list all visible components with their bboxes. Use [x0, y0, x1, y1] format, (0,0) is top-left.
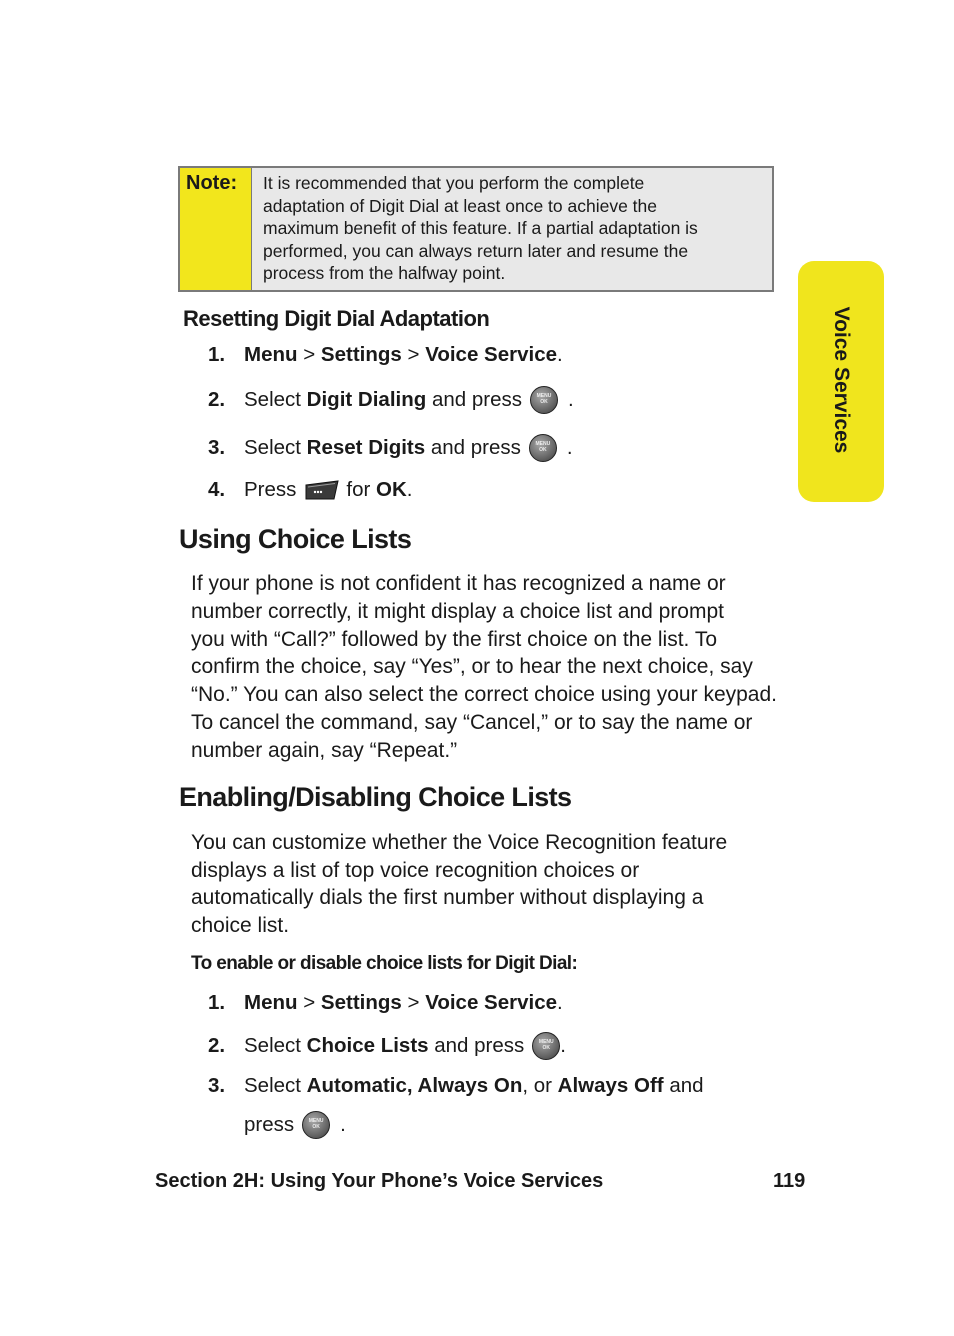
paragraph-line: confirm the choice, say “Yes”, or to hear the next choice, say — [191, 655, 753, 679]
separator: > — [303, 991, 316, 1014]
menu-ok-key-icon — [532, 1032, 560, 1060]
note-label: Note: — [186, 172, 238, 194]
key-text: OK — [539, 447, 547, 453]
step-text: and press — [425, 436, 521, 459]
key-text: MENU — [308, 1118, 324, 1124]
menu-ok-key-icon — [530, 386, 558, 414]
step-number: 2. — [208, 1034, 226, 1057]
note-line: adaptation of Digit Dial at least once to achieve the — [263, 195, 657, 216]
step-text: press — [244, 1113, 295, 1136]
always-off-label: Always Off — [557, 1074, 664, 1097]
paragraph-line: You can customize whether the Voice Recognition feature — [191, 831, 728, 854]
softkey-icon — [304, 479, 340, 501]
menu-label: Menu — [244, 343, 298, 366]
step-text: Select — [244, 1074, 307, 1097]
enable-step-1 — [208, 991, 563, 1015]
step-number: 1. — [208, 991, 226, 1014]
paragraph-line: choice list. — [191, 913, 290, 937]
separator: > — [407, 343, 420, 366]
step-text: and — [663, 1074, 704, 1097]
choice-lists-paragraph — [191, 570, 791, 765]
step-number: 3. — [208, 1074, 226, 1097]
note-line: It is recommended that you perform the complete — [263, 173, 645, 193]
key-text: MENU — [536, 393, 552, 399]
note-text — [252, 168, 772, 290]
enable-step-3-continued — [244, 1111, 346, 1139]
paragraph-line: If your phone is not confident it has recognized a name or — [191, 572, 726, 595]
paragraph-line: displays a list of top voice recognition choices or — [191, 858, 640, 882]
step-text: Select — [244, 1034, 307, 1057]
enable-step-3 — [208, 1074, 704, 1098]
step-text: Select — [244, 388, 307, 411]
reset-digits-label: Reset Digits — [306, 436, 426, 459]
step-text: and press — [426, 388, 522, 411]
punctuation: . — [406, 478, 413, 501]
settings-label: Settings — [320, 343, 402, 366]
note-line: process from the halfway point. — [263, 263, 506, 283]
reset-step-2 — [208, 386, 574, 414]
separator: > — [407, 991, 420, 1014]
key-text: MENU — [538, 1039, 554, 1045]
procedure-lead-in: To enable or disable choice lists for Digit Dial: — [191, 953, 578, 974]
page-number: 119 — [773, 1170, 806, 1192]
paragraph-line: you with “Call?” followed by the first choice on the list. To — [191, 627, 718, 651]
punctuation: . — [557, 343, 563, 366]
paragraph-line: number correctly, it might display a choice list and prompt — [191, 599, 724, 623]
enable-choice-lists-paragraph — [191, 829, 791, 939]
punctuation: . — [560, 1034, 566, 1057]
choice-lists-heading: Using Choice Lists — [179, 524, 412, 554]
step-number: 4. — [208, 478, 226, 501]
punctuation: . — [340, 1113, 346, 1136]
enable-choice-lists-heading: Enabling/Disabling Choice Lists — [179, 782, 572, 812]
step-text: Press — [244, 478, 297, 501]
paragraph-line: To cancel the command, say “Cancel,” or to say the name or — [191, 710, 753, 734]
punctuation: . — [566, 436, 573, 459]
note-line: maximum benefit of this feature. If a partial adaptation is — [263, 218, 698, 238]
ok-label: OK — [376, 478, 407, 501]
key-text: OK — [540, 399, 548, 405]
note-label-cell — [180, 168, 252, 290]
digit-dialing-label: Digit Dialing — [306, 388, 427, 411]
reset-step-4 — [208, 478, 412, 502]
enable-step-2 — [208, 1032, 566, 1060]
reset-step-1 — [208, 343, 563, 367]
punctuation: . — [567, 388, 574, 411]
note-box — [178, 166, 774, 292]
note-line: performed, you can always return later and resume the — [263, 240, 689, 261]
choice-lists-label: Choice Lists — [306, 1034, 429, 1057]
key-text: OK — [542, 1045, 551, 1051]
paragraph-line: “No.” You can also select the correct choice using your keypad. — [191, 683, 777, 707]
voice-service-label: Voice Service — [425, 343, 558, 366]
paragraph-line: automatically dials the first number without displaying a — [191, 886, 704, 909]
step-number: 1. — [208, 343, 226, 366]
settings-label: Settings — [320, 991, 402, 1014]
paragraph-line: number again, say “Repeat.” — [191, 738, 458, 762]
section-side-tab-label: Voice Services — [830, 306, 853, 454]
step-text: , or — [522, 1074, 558, 1097]
reset-step-3 — [208, 434, 573, 462]
footer-section-title: Section 2H: Using Your Phone’s Voice Services — [155, 1170, 604, 1192]
step-text: and press — [428, 1034, 525, 1057]
step-text: for — [346, 478, 377, 501]
step-number: 3. — [208, 436, 226, 459]
automatic-always-on-label: Automatic, Always On — [306, 1074, 523, 1097]
separator: > — [303, 343, 316, 366]
menu-ok-key-icon — [302, 1111, 330, 1139]
punctuation: . — [557, 991, 563, 1014]
key-text: MENU — [535, 441, 551, 447]
step-text: Select — [244, 436, 307, 459]
reset-heading: Resetting Digit Dial Adaptation — [183, 306, 490, 331]
menu-label: Menu — [244, 991, 298, 1014]
menu-ok-key-icon — [529, 434, 557, 462]
step-number: 2. — [208, 388, 226, 411]
voice-service-label: Voice Service — [425, 991, 558, 1014]
key-text: OK — [312, 1124, 320, 1130]
